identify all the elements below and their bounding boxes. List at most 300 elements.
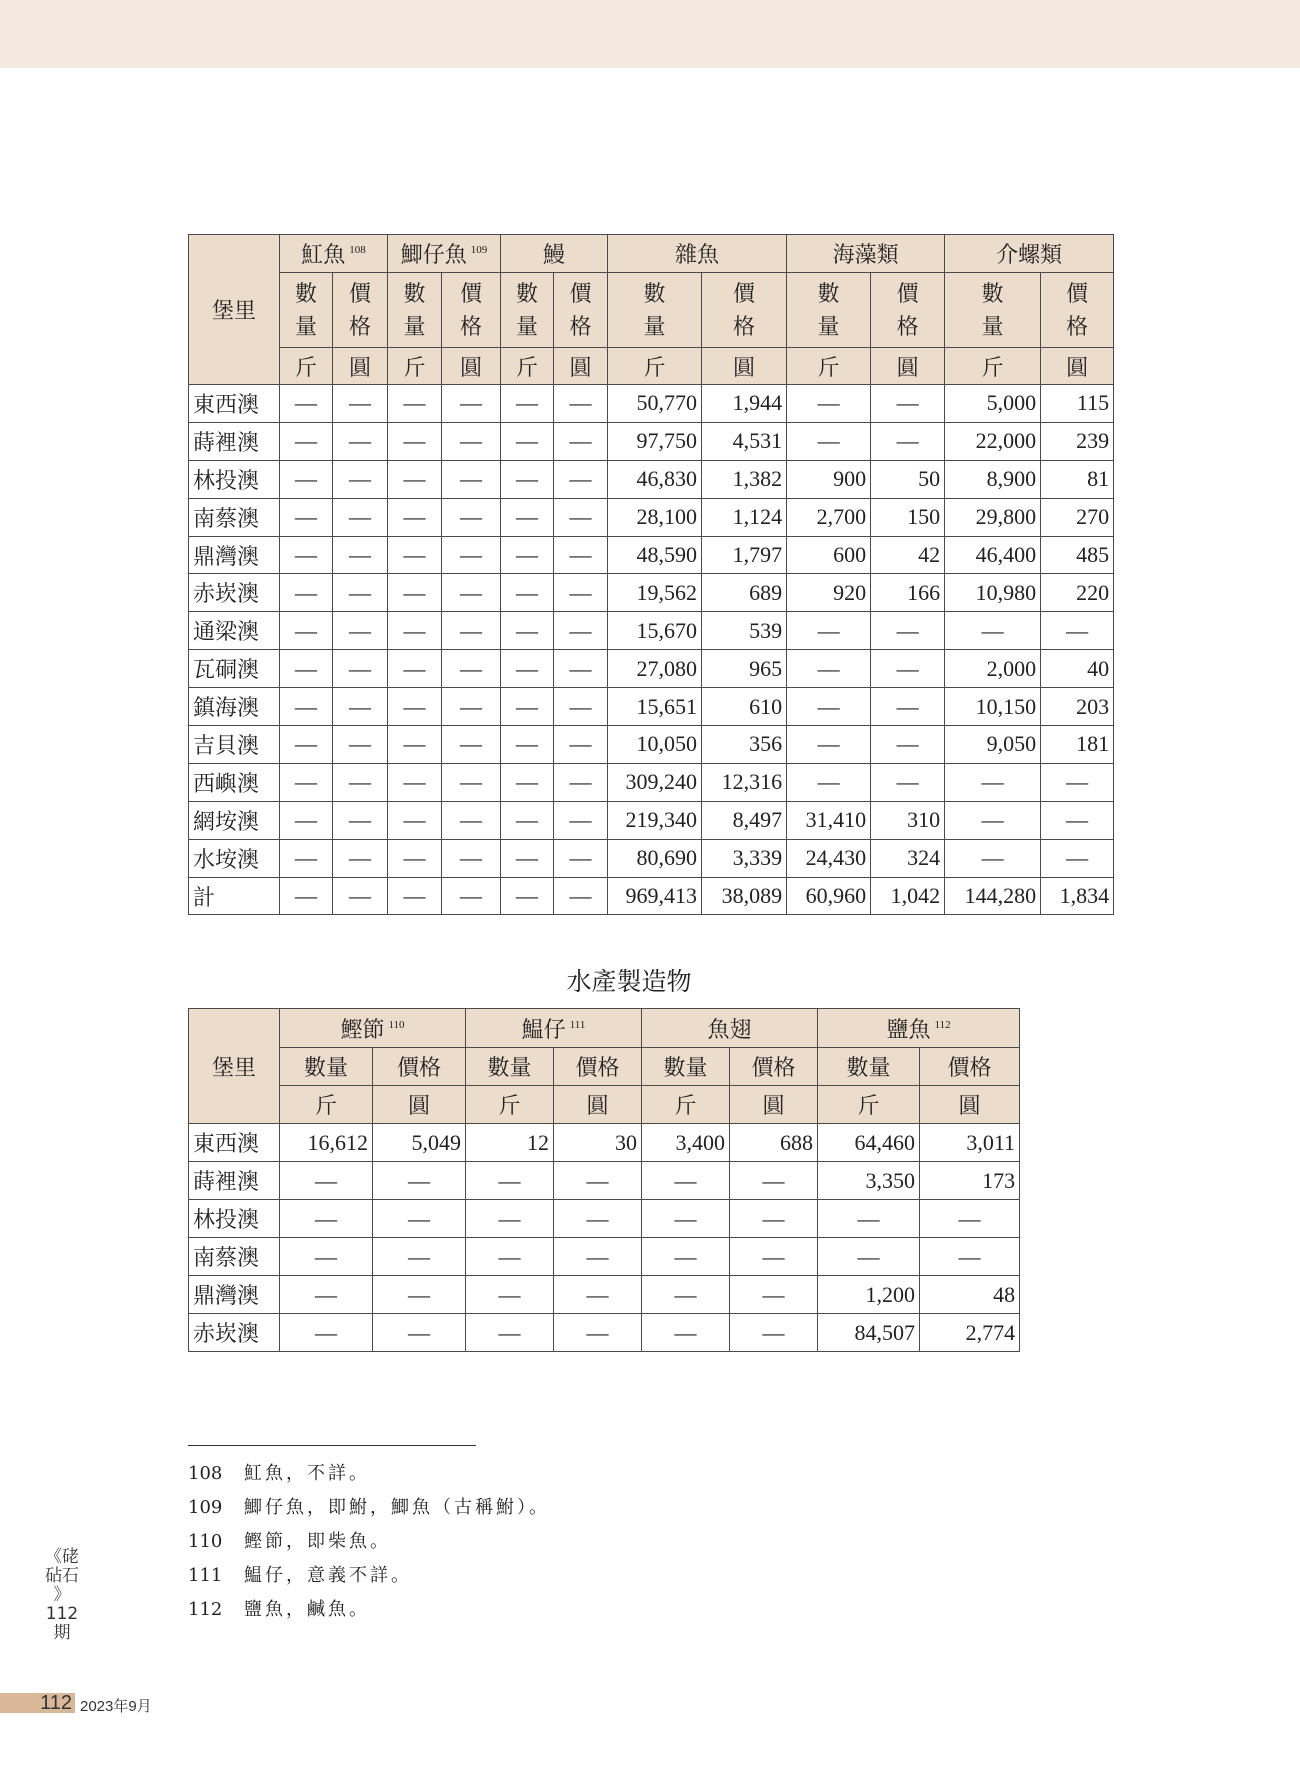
table-cell: — [280, 498, 333, 536]
table-cell: — [333, 688, 388, 726]
unit-header: 圓 [333, 348, 388, 385]
table-cell: — [818, 1238, 920, 1276]
table-cell: 10,150 [945, 688, 1041, 726]
table-cell: — [388, 726, 442, 764]
issue-date: 2023年9月 [80, 1698, 152, 1715]
footnote-ref: 110 [388, 1018, 405, 1031]
table-cell: — [280, 422, 333, 460]
table-cell: — [554, 726, 608, 764]
table-cell: — [501, 422, 554, 460]
table-cell: — [373, 1162, 466, 1200]
table-cell: — [466, 1238, 554, 1276]
unit-header: 斤 [945, 348, 1041, 385]
unit-header: 圓 [554, 348, 608, 385]
table-cell: — [554, 1162, 642, 1200]
row-name: 南蔡澳 [189, 498, 280, 536]
table-row [189, 612, 1114, 650]
table-cell: — [871, 726, 945, 764]
table-cell: 920 [787, 574, 871, 612]
table-cell: — [871, 422, 945, 460]
table-cell: — [280, 1200, 373, 1238]
table-cell: — [388, 839, 442, 877]
table-row [189, 801, 1114, 839]
table-row [189, 460, 1114, 498]
quantity-header: 數量 [818, 1048, 920, 1086]
table-cell: — [945, 839, 1041, 877]
unit-header: 斤 [466, 1086, 554, 1124]
table-cell: 16,612 [280, 1124, 373, 1162]
table-cell: 28,100 [608, 498, 702, 536]
table-cell: 1,042 [871, 877, 945, 915]
unit-header: 斤 [501, 348, 554, 385]
table-cell: 309,240 [608, 763, 702, 801]
table-cell: — [730, 1314, 818, 1352]
table-cell: — [280, 460, 333, 498]
table-cell: 15,670 [608, 612, 702, 650]
table-cell: 9,050 [945, 726, 1041, 764]
table-cell: — [388, 460, 442, 498]
unit-header: 斤 [280, 348, 333, 385]
table-cell: — [501, 536, 554, 574]
table-cell: — [787, 385, 871, 423]
table-cell: — [442, 688, 501, 726]
unit-header: 斤 [818, 1086, 920, 1124]
table-cell: — [442, 650, 501, 688]
table-row [189, 385, 1114, 423]
table-cell: — [333, 763, 388, 801]
table-cell: 356 [702, 726, 787, 764]
table2-title: 水產製造物 [566, 967, 692, 996]
row-name: 水垵澳 [189, 839, 280, 877]
table-cell: — [554, 801, 608, 839]
table-cell: 15,651 [608, 688, 702, 726]
group-header [945, 235, 1114, 273]
table-cell: — [280, 801, 333, 839]
quantity-header: 數 量 [608, 273, 702, 348]
row-name: 東西澳 [189, 1124, 280, 1162]
row-name: 鼎灣澳 [189, 536, 280, 574]
group-label: 雜魚 [675, 242, 720, 267]
group-header [818, 1009, 1020, 1048]
footnote-divider [188, 1445, 476, 1446]
table-cell: — [280, 763, 333, 801]
unit-header: 圓 [554, 1086, 642, 1124]
table-cell: — [554, 612, 608, 650]
table-cell: 900 [787, 460, 871, 498]
price-header: 價格 [554, 1048, 642, 1086]
price-header: 價 格 [442, 273, 501, 348]
table-cell: 485 [1041, 536, 1114, 574]
table-cell: — [554, 498, 608, 536]
unit-header: 圓 [442, 348, 501, 385]
table-cell: — [554, 877, 608, 915]
table-cell: 610 [702, 688, 787, 726]
unit-header: 斤 [787, 348, 871, 385]
table-cell: 5,049 [373, 1124, 466, 1162]
row-name: 網垵澳 [189, 801, 280, 839]
table-cell: 2,000 [945, 650, 1041, 688]
table-cell: — [373, 1276, 466, 1314]
table-cell: 29,800 [945, 498, 1041, 536]
group-label: 鯽仔魚 [400, 242, 467, 267]
table-row [189, 763, 1114, 801]
price-header: 價 格 [554, 273, 608, 348]
table-cell: 1,944 [702, 385, 787, 423]
table-cell: — [333, 498, 388, 536]
table-cell: — [442, 839, 501, 877]
table-cell: 166 [871, 574, 945, 612]
table-cell: — [501, 574, 554, 612]
table-cell: 220 [1041, 574, 1114, 612]
table-cell: — [333, 726, 388, 764]
unit-header: 圓 [920, 1086, 1020, 1124]
products-table [188, 1008, 1020, 1352]
group-header [466, 1009, 642, 1048]
table-cell: — [554, 460, 608, 498]
unit-header: 圓 [373, 1086, 466, 1124]
table-cell: 8,497 [702, 801, 787, 839]
group-header [501, 235, 608, 273]
table-cell: 1,797 [702, 536, 787, 574]
table-cell: 965 [702, 650, 787, 688]
footnote-text: 魟魚，不詳。 [244, 1463, 370, 1484]
table-cell: — [501, 385, 554, 423]
table-cell: — [945, 612, 1041, 650]
table-cell: — [466, 1200, 554, 1238]
table-cell: — [333, 801, 388, 839]
table-cell: — [333, 650, 388, 688]
table-cell: 3,400 [642, 1124, 730, 1162]
table-cell: 31,410 [787, 801, 871, 839]
unit-header: 圓 [1041, 348, 1114, 385]
table-cell: — [280, 650, 333, 688]
table-cell: — [642, 1238, 730, 1276]
table-cell: — [333, 839, 388, 877]
row-name: 吉貝澳 [189, 726, 280, 764]
quantity-header: 數量 [642, 1048, 730, 1086]
table-cell: — [730, 1238, 818, 1276]
table-cell: — [280, 1238, 373, 1276]
table-cell: 97,750 [608, 422, 702, 460]
table-cell: — [554, 688, 608, 726]
table-cell: 2,774 [920, 1314, 1020, 1352]
table-cell: — [787, 763, 871, 801]
table-cell: — [818, 1200, 920, 1238]
table-cell: — [442, 574, 501, 612]
table-cell: — [554, 574, 608, 612]
table-cell: 1,124 [702, 498, 787, 536]
group-header [280, 235, 388, 273]
table-cell: — [442, 801, 501, 839]
table-row [189, 877, 1114, 915]
table-cell: — [730, 1162, 818, 1200]
table-cell: — [442, 460, 501, 498]
table-cell: — [501, 763, 554, 801]
footnote-number: 111 [188, 1565, 223, 1586]
table-cell: — [333, 877, 388, 915]
table-cell: — [388, 612, 442, 650]
table-cell: — [388, 536, 442, 574]
footnote-ref: 112 [934, 1018, 951, 1031]
group-label: 鹽魚 [886, 1016, 931, 1042]
group-label: 鰛仔 [521, 1016, 566, 1042]
price-header: 價 格 [1041, 273, 1114, 348]
table-row [189, 1314, 1020, 1352]
table-cell: 12,316 [702, 763, 787, 801]
group-label: 介螺類 [996, 242, 1063, 267]
row-name: 南蔡澳 [189, 1238, 280, 1276]
table-row [189, 1276, 1020, 1314]
table-cell: 46,830 [608, 460, 702, 498]
table-cell: — [280, 726, 333, 764]
quantity-header: 數 量 [501, 273, 554, 348]
top-band [0, 0, 1300, 68]
table-cell: — [280, 1314, 373, 1352]
table-cell: — [280, 612, 333, 650]
table-cell: — [871, 612, 945, 650]
footnote-text: 鹽魚，鹹魚。 [244, 1599, 370, 1620]
table-cell: — [280, 877, 333, 915]
table-cell: — [280, 536, 333, 574]
table-cell: — [388, 650, 442, 688]
table-row [189, 1124, 1020, 1162]
table-cell: — [787, 650, 871, 688]
table-cell: — [280, 1276, 373, 1314]
table-cell: — [466, 1314, 554, 1352]
table-row [189, 839, 1114, 877]
table-cell: — [1041, 839, 1114, 877]
row-name: 蒔裡澳 [189, 1162, 280, 1200]
table-cell: — [501, 801, 554, 839]
table-cell: — [388, 498, 442, 536]
table-cell: 1,382 [702, 460, 787, 498]
table-cell: 310 [871, 801, 945, 839]
table-cell: 689 [702, 574, 787, 612]
table-cell: 3,350 [818, 1162, 920, 1200]
table-cell: — [373, 1314, 466, 1352]
table-cell: 60,960 [787, 877, 871, 915]
table-cell: 688 [730, 1124, 818, 1162]
table-cell: — [642, 1162, 730, 1200]
table-cell: — [642, 1200, 730, 1238]
footnote-text: 鰛仔，意義不詳。 [244, 1565, 412, 1586]
table-cell: 48,590 [608, 536, 702, 574]
table-cell: — [280, 385, 333, 423]
table-cell: — [871, 650, 945, 688]
table-cell: — [442, 877, 501, 915]
table-cell: — [501, 839, 554, 877]
table-row [189, 1200, 1020, 1238]
table-cell: 80,690 [608, 839, 702, 877]
table-cell: 50 [871, 460, 945, 498]
table-cell: — [280, 1162, 373, 1200]
table-row [189, 726, 1114, 764]
row-name: 西嶼澳 [189, 763, 280, 801]
row-name: 鎮海澳 [189, 688, 280, 726]
table-cell: — [920, 1200, 1020, 1238]
footnote [188, 1527, 391, 1553]
table-cell: 270 [1041, 498, 1114, 536]
table-row [189, 536, 1114, 574]
table-cell: — [642, 1314, 730, 1352]
footnote [188, 1459, 370, 1485]
table-cell: — [1041, 763, 1114, 801]
row-name: 計 [189, 877, 280, 915]
table-cell: — [333, 574, 388, 612]
footnote-text: 鰹節，即柴魚。 [244, 1531, 391, 1552]
table-cell: 24,430 [787, 839, 871, 877]
unit-header: 斤 [608, 348, 702, 385]
table-cell: — [642, 1276, 730, 1314]
table-cell: — [945, 801, 1041, 839]
row-name: 林投澳 [189, 1200, 280, 1238]
unit-header: 斤 [280, 1086, 373, 1124]
table-row [189, 1162, 1020, 1200]
table-cell: 19,562 [608, 574, 702, 612]
quantity-header: 數量 [466, 1048, 554, 1086]
table-cell: — [554, 1276, 642, 1314]
table-row [189, 574, 1114, 612]
group-label: 魟魚 [301, 242, 346, 267]
table-cell: — [333, 422, 388, 460]
table-cell: — [871, 763, 945, 801]
footnote-number: 109 [188, 1497, 223, 1518]
table-cell: 3,011 [920, 1124, 1020, 1162]
table-cell: — [388, 877, 442, 915]
table-cell: — [501, 688, 554, 726]
table-cell: — [787, 422, 871, 460]
table-cell: 1,834 [1041, 877, 1114, 915]
footnote-ref: 108 [349, 244, 366, 256]
table-cell: — [554, 1200, 642, 1238]
group-label: 魚翅 [707, 1016, 752, 1042]
table-cell: 3,339 [702, 839, 787, 877]
table-cell: 181 [1041, 726, 1114, 764]
table-cell: — [442, 726, 501, 764]
table-cell: — [388, 688, 442, 726]
unit-header: 圓 [702, 348, 787, 385]
price-header: 價格 [920, 1048, 1020, 1086]
unit-header: 斤 [388, 348, 442, 385]
quantity-header: 數 量 [280, 273, 333, 348]
footnote-ref: 109 [470, 244, 488, 256]
footnote-text: 鯽仔魚，即鮒，鯽魚（古稱鮒）。 [244, 1497, 550, 1518]
table-cell: 40 [1041, 650, 1114, 688]
table-cell: — [501, 726, 554, 764]
table-cell: — [501, 460, 554, 498]
price-header: 價 格 [871, 273, 945, 348]
group-label: 鰹節 [340, 1016, 385, 1042]
table-row [189, 1238, 1020, 1276]
table-cell: — [554, 839, 608, 877]
table-cell: 239 [1041, 422, 1114, 460]
footnote-ref: 111 [569, 1018, 586, 1031]
footnote-number: 108 [188, 1463, 223, 1484]
row-name: 通梁澳 [189, 612, 280, 650]
table-cell: — [787, 726, 871, 764]
quantity-header: 數 量 [787, 273, 871, 348]
price-header: 價格 [373, 1048, 466, 1086]
table-cell: — [945, 763, 1041, 801]
table-cell: 64,460 [818, 1124, 920, 1162]
group-label: 海藻類 [832, 242, 899, 267]
row-name: 東西澳 [189, 385, 280, 423]
unit-header: 圓 [871, 348, 945, 385]
table-cell: 81 [1041, 460, 1114, 498]
table-cell: — [920, 1238, 1020, 1276]
table-cell: — [442, 536, 501, 574]
table-cell: — [442, 422, 501, 460]
footnote [188, 1595, 370, 1621]
table-cell: 27,080 [608, 650, 702, 688]
price-header: 價格 [730, 1048, 818, 1086]
table-row [189, 498, 1114, 536]
table-cell: 12 [466, 1124, 554, 1162]
table-cell: — [466, 1162, 554, 1200]
table-cell: 144,280 [945, 877, 1041, 915]
table-cell: 10,980 [945, 574, 1041, 612]
table-cell: — [554, 385, 608, 423]
table-cell: 5,000 [945, 385, 1041, 423]
table-cell: — [554, 763, 608, 801]
row-name: 林投澳 [189, 460, 280, 498]
page-number-text: 112 [40, 1692, 72, 1714]
row-name: 赤崁澳 [189, 1314, 280, 1352]
table-cell: — [333, 385, 388, 423]
table-cell: 10,050 [608, 726, 702, 764]
table-cell: — [388, 801, 442, 839]
table-cell: — [333, 536, 388, 574]
footnote-number: 112 [188, 1599, 223, 1620]
journal-title-vertical: 《硓砧石》 112 期 [45, 1547, 79, 1643]
table-cell: — [554, 422, 608, 460]
row-name: 鼎灣澳 [189, 1276, 280, 1314]
footnote-number: 110 [188, 1531, 223, 1552]
table-cell: — [388, 574, 442, 612]
table-row [189, 688, 1114, 726]
table-cell: — [388, 422, 442, 460]
table-cell: — [1041, 612, 1114, 650]
table-cell: 30 [554, 1124, 642, 1162]
table-cell: — [373, 1200, 466, 1238]
table-cell: 2,700 [787, 498, 871, 536]
table-cell: — [554, 650, 608, 688]
table-cell: — [787, 612, 871, 650]
table-cell: — [501, 650, 554, 688]
table-cell: 539 [702, 612, 787, 650]
table-cell: — [442, 763, 501, 801]
row-name: 瓦硐澳 [189, 650, 280, 688]
table-cell: — [554, 1238, 642, 1276]
row-header: 堡里 [189, 1009, 280, 1124]
price-header: 價 格 [702, 273, 787, 348]
row-name: 赤崁澳 [189, 574, 280, 612]
table-row [189, 422, 1114, 460]
unit-header: 斤 [642, 1086, 730, 1124]
table-cell: 50,770 [608, 385, 702, 423]
table-cell: 8,900 [945, 460, 1041, 498]
table-cell: — [787, 688, 871, 726]
table-cell: — [554, 536, 608, 574]
page-number [0, 1693, 75, 1713]
table-row [189, 650, 1114, 688]
table-cell: — [501, 498, 554, 536]
table-cell: 115 [1041, 385, 1114, 423]
table-cell: 4,531 [702, 422, 787, 460]
table-cell: 38,089 [702, 877, 787, 915]
table-cell: — [388, 763, 442, 801]
group-header [388, 235, 501, 273]
